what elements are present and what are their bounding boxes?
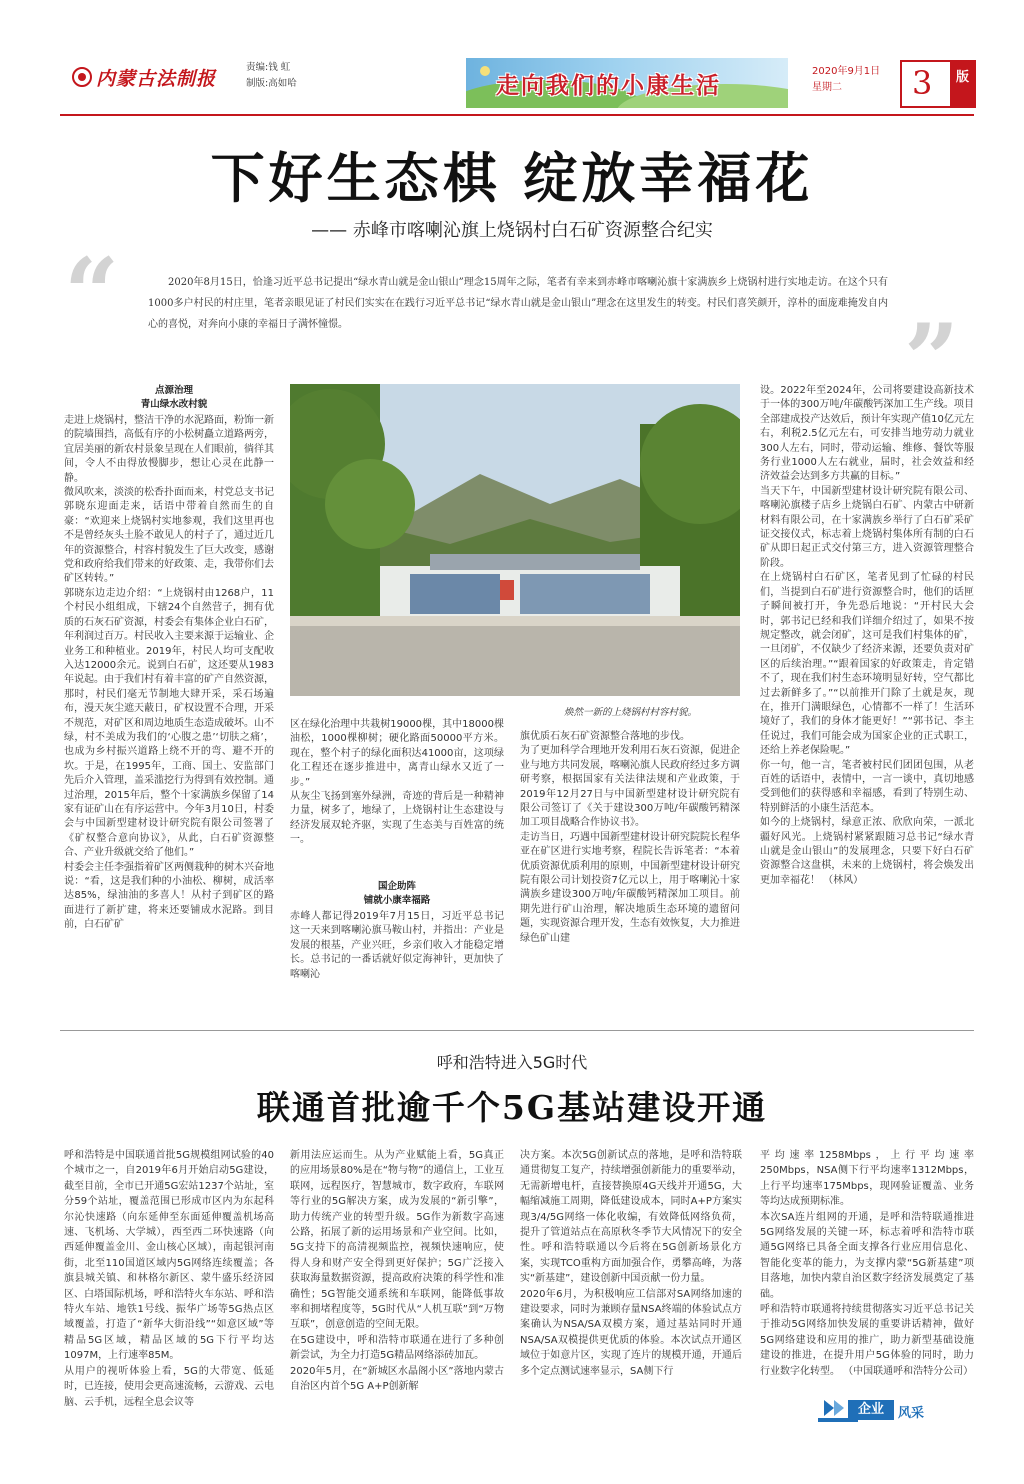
section-divider [60,1030,974,1031]
column-badge [818,1398,938,1426]
article-column-4: 设。2022年至2024年，公司将要建设高新技术于一体的300万吨/年碳酸钙深加工生产线。项目全部建成投产达效后，预计年实现产值10亿元左右，利税2.5亿元左右，可安排当地劳动力就业300人左右，同时，带动运输、维修、餐饮等服务行业1000人左右就业，届时，社会效益和经济效益会达到多方共赢的目标。” 当天下午，中国新型建材设计研究院有限公司、喀喇沁旗楼子店乡上烧锅白石矿、内蒙古中研新材料有限公司，在十家满族乡举行了白石矿采矿证交接仪式，标志着上烧锅村集体所有制的白石矿从即日起正式交付第三方，进入资源管理整合阶段。 在上烧锅村白石矿区，笔者见到了忙碌的村民们，当提到白石矿进行资源整合时，他们的话匣子瞬间被打开，争先恐后地说：“开村民大会时，郭书记已经和我们详细介绍过了，如果不按规定整改，就会闭矿，这可是我们村集体的矿，一旦闭矿，不仅缺少了经济来源，还要负责对矿区的后续治理。”“跟着国家的好政策走，肯定错不了，现在我们村生态环境明显好转，空气都比过去新鲜多了。”“以前推开门除了土就是灰，现在，推开门满眼绿色，心情都不一样了！生活环境好了，我们的身体才能更好！”“郭书记、李主任说过，我们可能会成为国家企业的正式职工，还给上养老保险呢。” 你一句，他一言，笔者被村民们团团包围，从老百姓的话语中，表情中，一言一谈中，真切地感受到他们的获得感和幸福感，看到了特别生动、特别鲜活的小康生活范本。 如今的上烧锅村，绿意正浓、欣欣向荣，一派北疆好风光。上烧锅村紧紧跟随习总书记“绿水青山就是金山银山”的发展理念，只要下好白石矿资源整合这盘棋，未来的上烧锅村，将会焕发出更加幸福花！ （林风） [760,385,974,886]
banner-title: 走向我们的小康生活 [496,73,721,99]
editor-info [246,60,297,92]
article2-column-4: 平均速率1258Mbps，上行平均速率250Mbps，NSA侧下行平均速率1312Mbps，上行平均速率175Mbps，现网验证覆盖、业务等均达成预期标准。 本次SA连片组网的开通，是呼和浩特联通推进5G网络发展的关键一环，标志着呼和浩特市联通5G网络已具备全面支撑各行业应用信息化、智能化变革的能力，为支撑内蒙“5G新基建”项目落地，加快内蒙自治区数字经济发展奠定了基础。 呼和浩特市联通将持续贯彻落实习近平总书记关于推动5G网络加快发展的重要讲话精神，做好5G网络建设和应用的推广，助力新型基础设施建设的推进，在提升用户5G体验的同时，助力行业数字化转型。 （中国联通呼和浩特分公司） [760,1150,974,1377]
page-number-box [900,60,976,108]
editor-credit: 责编:钱 虹 [246,62,291,73]
issue-date [812,64,880,96]
section-label: 点源治理 [154,385,193,396]
article-title: 下好生态棋 绽放幸福花 [210,146,814,210]
producer-credit: 制版:高如哈 [246,78,297,89]
weekday-text: 星期二 [812,82,842,93]
logo-mark-icon [72,67,92,87]
column-badge-sub: 风采 [898,1406,925,1421]
section-header [290,880,504,908]
section-title: 铺就小康幸福路 [363,895,431,906]
chevron-right-icon [824,1400,834,1416]
article2-column-3: 决方案。本次5G创新试点的落地，是呼和浩特联通贯彻复工复产，持续增强创新能力的重要举动，无需新增电杆，直接替换原4G天线并开通5G，大幅缩减施工周期，降低建设成本，同时A+P方案实现3/4/5G网络一体化收编，有效降低网络负荷，提升了管道站点在高原秋冬季节大风情况下的安全性。呼和浩特联通以今后将在5G创新场景化方案，实现TCO重构方面加强合作，勇攀高峰，为落实“新基建”，建设创新中国贡献一份力量。 2020年6月，为积极响应工信部对SA网络加速的建设要求，同时为兼顾存量NSA终端的体验试点方案确认为NSA/SA双模方案，通过基站同时开通NSA/SA双模提供更优质的体验。本次试点开通区域位于如意片区，实现了连片的规模开通，开通后多个定点测试速率显示，SA侧下行 [520,1150,742,1377]
section-banner [466,58,788,108]
page-suffix: 版 [955,70,969,85]
logo-text: 内蒙古法制报 [96,68,217,90]
sun-icon [480,66,490,76]
article-column-1: 走进上烧锅村，整洁干净的水泥路面，粉饰一新的院墙围挡，高低有序的小松树矗立道路两旁，宜居美丽的新农村景象呈现在人们眼前，徜徉其间，令人不由得放慢脚步，想让心灵在此静一静。 微风吹来，淡淡的松香扑面而来，村党总支书记郭晓东迎面走来，话语中带着自然而生的自豪：“欢迎来上烧锅村实地参观，我们这里再也不是曾经灰头土脸不敢见人的村子了，通过近几年的资源整合，村容村貌发生了巨大改变，感谢党和政府给我们带来的好政策、走，我带你们去矿区转转。” 郭晓东边走边介绍：“上烧锅村由1268户，11个村民小组组成，下辖24个自然营子，拥有优质的石灰石矿资源，村委会有集体企业白石矿，年利润过百万。村民收入主要来源于运输业、企业务工和种植业。2019年，村民人均可支配收入达12000余元。说到白石矿，这还要从1983年说起。由于我们村有着丰富的矿产自然资源，那时，村民们毫无节制地大肆开采，采石场遍布，漫天灰尘遮天蔽日，矿权设置不合理，开采不规范，对矿区和周边地质生态造成破坏。山不绿，村不美成为我们的‘心腹之患’‘切肤之痛’，也成为乡村振兴道路上绕不开的弯、避不开的坎。于是，在1995年，工商、国土、安监部门先后介入管理，盖采滥挖行为得到有效控制。通过治理，2015年后，整个十家满族乡保留了14家有证矿山在有序运营中。今年3月10日，村委会与中国新型建材设计研究院有限公司签署了《矿权整合意向协议》，从此，白石矿资源整合、产业升级就交给了他们。” 村委会主任李强指着矿区两侧栽种的树木兴奋地说：“看，这是我们种的小油松、柳树，成活率达85%，绿油油的多喜人！从村子到矿区的路面进行了新扩建，将来还要铺成水泥路。到目前，白石矿矿 [64,415,274,931]
open-quote-icon: “ [64,237,120,350]
date-text: 2020年9月1日 [812,66,881,77]
masthead-divider [60,114,974,116]
section-title: 青山绿水改村貌 [140,399,208,410]
close-quote-icon: ” [904,303,960,416]
article-intro: 2020年8月15日，恰逢习近平总书记提出“绿水青山就是金山银山”理念15周年之际，笔者有幸来到赤峰市喀喇沁旗十家满族乡上烧锅村进行实地走访。在这个只有1000多户村民的村庄里，笔者亲眼见证了村民们实实在在践行习近平总书记“绿水青山就是金山银山”理念在这里发生的转变。村民们喜笑颜开，淳朴的面庞难掩发自内心的喜悦，对奔向小康的幸福日子满怀憧憬。 [148,277,888,330]
column-badge-main: 企业 [848,1400,894,1420]
article2-column-2: 新用法应运而生。从为产业赋能上看，5G真正的应用场景80%是在“物与物”的通信上，工业互联网，远程医疗，智慧城市，数字政府，车联网等行业的5G解决方案，成为发展的“新引擎”，助力传统产业的转型升级。5G作为新数字高速公路，拓展了新的运用场景和产业空间。比如，5G支持下的高清视频监控，视频快速响应，使得人身和财产安全得到更好保护；5G广泛接入获取海量数据资源，提高政府决策的科学性和准确性；5G智能交通系统和车联网，能降低事故率和拥堵程度等，5G时代从“人机互联”到“万物互联”，创意创造的空间无限。 在5G建设中，呼和浩特市联通在进行了多种创新尝试，为全力打造5G精品网络添砖加瓦。 2020年5月，在“新城区水晶阁小区”落地内蒙古自治区内首个5G A+P创新解 [290,1150,504,1393]
photo-caption: 焕然一新的上烧锅村村容村貌。 [564,707,698,718]
section-label: 国企助阵 [377,881,416,892]
article-subtitle: —— 赤峰市喀喇沁旗上烧锅村白石矿资源整合纪实 [311,220,713,241]
article2-title: 联通首批逾千个5G基站建设开通 [256,1088,768,1127]
article2-kicker: 呼和浩特进入5G时代 [436,1053,588,1072]
section-header [76,384,272,412]
chevron-right-icon [834,1400,844,1416]
article-column-2: 区在绿化治理中共栽树19000棵，其中18000棵油松，1000棵柳树；硬化路面50000平方米。现在，整个村子的绿化面积达41000亩，这项绿化工程还在逐步推进中，离青山绿水又近了一步。” 从灰尘飞扬到塞外绿洲，奇迹的背后是一种精神力量，树多了，地绿了，上烧锅村让生态建设与经济发展双轮齐驱，实现了生态美与百姓富的统一。 [290,719,504,846]
newspaper-logo [72,64,216,91]
page-number: 3 [912,64,933,102]
article-column-2b: 赤峰人都记得2019年7月15日，习近平总书记这一天来到喀喇沁旗马鞍山村，并指出：产业是发展的根基，产业兴旺，乡亲们收入才能稳定增长。总书记的一番话就好似定海神针，更加快了喀喇沁 [290,911,504,980]
village-photo [290,384,740,696]
article2-column-1: 呼和浩特是中国联通首批5G规模组网试验的40个城市之一，自2019年6月开始启动5G建设，截至目前，全市已开通5G宏站1237个站址，室分59个站址，覆盖范围已形成市区内为东起科尔沁快速路（向东延伸至东面延伸覆盖机场高速、飞机场、大学城），西至西二环快速路（向西延伸覆盖金川、金山核心区域），南起银河南街，北至110国道区域内5G网络连续覆盖；各旗县城关镇、和林格尔新区、蒙牛盛乐经济园区、白塔国际机场，呼和浩特火车东站、呼和浩特火车站、地铁1号线、振华广场等5G热点区域覆盖，打造了“新华大街沿线”“如意区域”等精品5G区域，精品区域的5G下行平均达1097M，上行速率85M。 从用户的视听体验上看，5G的大带宽、低延时，已连接，使用会更高速流畅，云游戏、云电脑、云手机，远程全息会议等 [64,1150,274,1408]
article-column-3: 旗优质石灰石矿资源整合落地的步伐。 为了更加科学合理地开发利用石灰石资源，促进企业与地方共同发展，喀喇沁旗人民政府经过多方调研考察，根据国家有关法律法规和产业政策，于2019年12月27日与中国新型建材设计研究院有限公司签订了《关于建设300万吨/年碳酸钙精深加工项目战略合作协议书》。 走访当日，巧遇中国新型建材设计研究院院长程华亚在矿区进行实地考察，程院长告诉笔者：“本着优质资源优质利用的原则，中国新型建材设计研究院有限公司计划投资7亿元以上，用于喀喇沁十家满族乡建设300万吨/年碳酸钙精深加工项目。前期先进行矿山治理，解决地质生态环境的遗留问题，实现资源合理开发，生态有效恢复，大力推进绿色矿山建 [520,731,740,944]
page-suffix-bar [950,62,974,106]
village-photo-illustration [290,384,740,696]
